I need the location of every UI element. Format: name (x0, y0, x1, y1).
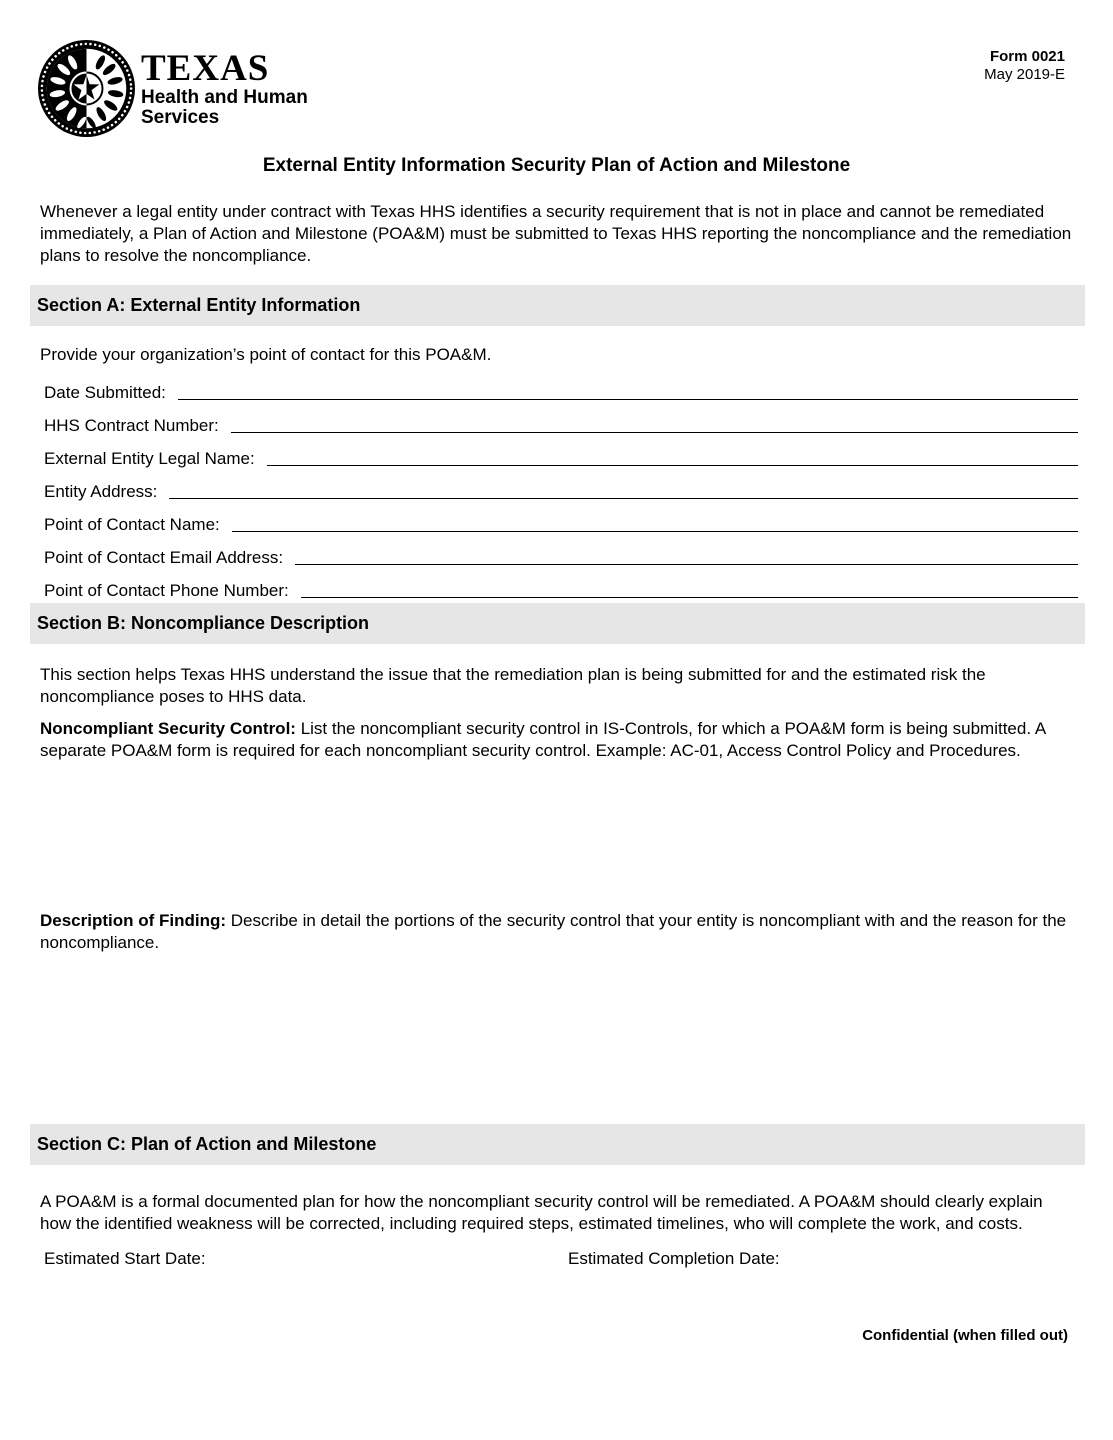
finding-text: Describe in detail the portions of the security control that your entity is noncompliant with and the reason for the noncompliance. (40, 911, 1067, 952)
external-entity-legal-name-input[interactable] (267, 446, 1078, 466)
section-a-heading: Section A: External Entity Information (30, 285, 1085, 326)
noncompliant-control-entry-area[interactable] (0, 762, 1113, 910)
estimated-completion-date-cell (568, 1249, 1078, 1271)
noncompliant-control-instructions (40, 718, 1078, 762)
external-entity-legal-name-label: External Entity Legal Name: (44, 449, 255, 468)
logo-sub-line2: Services (141, 107, 220, 128)
poc-email-label: Point of Contact Email Address: (44, 548, 284, 567)
field-row-poc-phone (44, 568, 1078, 601)
logo-sub-line1: Health and Human (141, 87, 308, 108)
section-b-heading: Section B: Noncompliance Description (30, 603, 1085, 644)
estimated-start-date-label: Estimated Start Date: (44, 1249, 206, 1268)
estimated-start-date-cell (44, 1249, 568, 1271)
finding-instructions (40, 910, 1078, 954)
section-c-intro: A POA&M is a formal documented plan for how the noncompliant security control will be remediated. A POA&M should clearly explain how the identified weakness will be corrected, including required steps, estimated timelines, who will complete the work, and costs. (40, 1192, 1043, 1233)
page-title: External Entity Information Security Plan of Action and Milestone (262, 155, 851, 176)
field-row-hhs-contract-number (44, 403, 1078, 436)
finding-entry-area[interactable] (0, 954, 1113, 1124)
form-revision-date: May 2019-E (984, 66, 1065, 83)
date-submitted-label: Date Submitted: (44, 383, 166, 402)
section-a-fields (0, 370, 1113, 601)
entity-address-input[interactable] (169, 479, 1078, 499)
estimated-start-date-input[interactable] (206, 1249, 568, 1271)
field-row-date-submitted (44, 370, 1078, 403)
field-row-poc-email (44, 535, 1078, 568)
entity-address-label: Entity Address: (44, 482, 158, 501)
form-number: Form 0021 (989, 48, 1065, 65)
hhs-contract-number-label: HHS Contract Number: (44, 416, 219, 435)
confidential-footer: Confidential (when filled out) (862, 1327, 1068, 1344)
section-b-intro: This section helps Texas HHS understand the issue that the remediation plan is being submitted for and the estimated risk the noncompliance poses to HHS data. (40, 665, 986, 706)
logo-texas-text: TEXAS (141, 48, 270, 89)
poc-phone-label: Point of Contact Phone Number: (44, 581, 289, 600)
field-row-poc-name (44, 502, 1078, 535)
estimated-completion-date-input[interactable] (780, 1249, 1078, 1271)
poc-name-label: Point of Contact Name: (44, 515, 220, 534)
form-identifier (984, 48, 1065, 137)
section-c-heading: Section C: Plan of Action and Milestone (30, 1124, 1085, 1165)
date-submitted-input[interactable] (178, 380, 1078, 400)
hhs-contract-number-input[interactable] (231, 413, 1078, 433)
texas-state-seal-icon (38, 40, 135, 137)
poc-email-input[interactable] (295, 545, 1078, 565)
poc-phone-input[interactable] (301, 578, 1078, 598)
noncompliant-control-label: Noncompliant Security Control: (40, 719, 296, 738)
field-row-entity-address (44, 469, 1078, 502)
field-row-external-entity-legal-name (44, 436, 1078, 469)
logo-wordmark (141, 48, 308, 137)
page-header (0, 0, 1113, 137)
form-intro-paragraph: Whenever a legal entity under contract with Texas HHS identifies a security requirement that is not in place and cannot be remediated immediately, a Plan of Action and Milestone (POA&M) must be submitted to Texas HHS reporting the noncompliance and the remediation plans to resolve the noncompliance. (40, 202, 1072, 265)
noncompliant-control-text: List the noncompliant security control in IS-Controls, for which a POA&M form is being submitted. A separate POA&M form is required for each noncompliant security control. Example: AC-01, Access Control Policy and Procedures. (40, 719, 1046, 760)
section-a-intro: Provide your organization’s point of contact for this POA&M. (40, 345, 492, 364)
finding-label: Description of Finding: (40, 911, 227, 930)
texas-hhs-logo (38, 40, 308, 137)
estimated-completion-date-label: Estimated Completion Date: (568, 1249, 780, 1268)
poc-name-input[interactable] (232, 512, 1078, 532)
estimated-dates-row (44, 1249, 1078, 1271)
